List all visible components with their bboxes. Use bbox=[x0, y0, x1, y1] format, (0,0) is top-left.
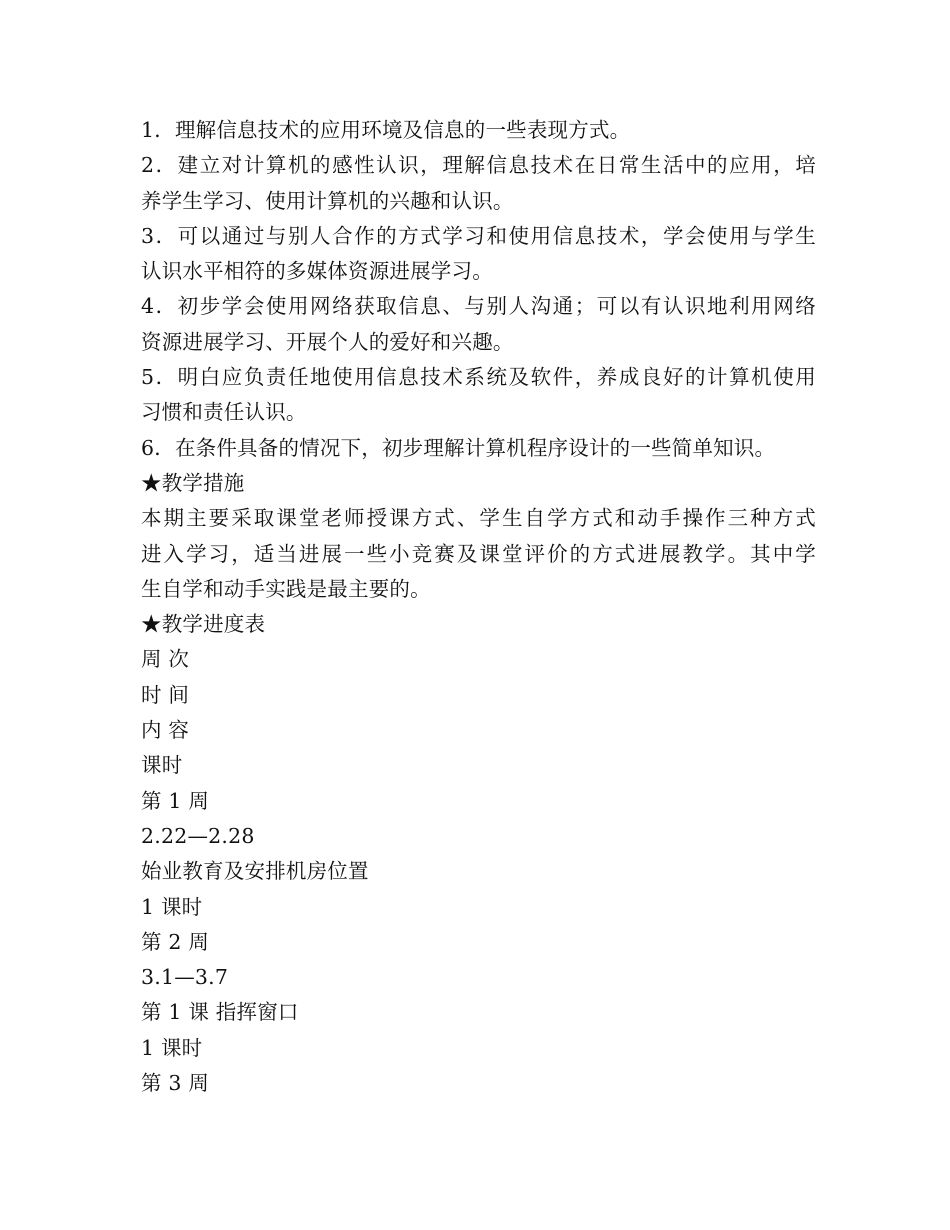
text-line: 第 2 周 bbox=[141, 929, 210, 954]
text-line: 第 1 课 指挥窗口 bbox=[141, 1000, 299, 1025]
text-line: ★教学措施 bbox=[141, 470, 245, 495]
text-line: 6．在条件具备的情况下，初步理解计算机程序设计的一些简单知识。 bbox=[141, 435, 776, 460]
text-line: 1 课时 bbox=[141, 1035, 203, 1060]
text-line: ★教学进度表 bbox=[141, 612, 266, 637]
text-line: 认识水平相符的多媒体资源进展学习。 bbox=[141, 259, 493, 284]
text-line: 4．初步学会使用网络获取信息、与别人沟通；可以有认识地利用网络 bbox=[141, 294, 816, 319]
text-line: 生自学和动手实践是最主要的。 bbox=[141, 576, 431, 601]
text-line: 本期主要采取课堂老师授课方式、学生自学方式和动手操作三种方式 bbox=[141, 506, 816, 531]
document-page bbox=[141, 113, 816, 1101]
text-line: 进入学习，适当进展一些小竞赛及课堂评价的方式进展教学。其中学 bbox=[141, 541, 816, 566]
text-line: 2.22—2.28 bbox=[141, 823, 255, 848]
text-line: 1．理解信息技术的应用环境及信息的一些表现方式。 bbox=[141, 118, 631, 142]
text-line: 5．明白应负责任地使用信息技术系统及软件，养成良好的计算机使用 bbox=[141, 365, 816, 390]
text-line: 周 次 bbox=[141, 647, 190, 672]
text-line: 3．可以通过与别人合作的方式学习和使用信息技术，学会使用与学生 bbox=[141, 223, 816, 248]
text-line: 时 间 bbox=[141, 682, 190, 707]
text-line: 始业教育及安排机房位置 bbox=[141, 859, 369, 884]
text-line: 资源进展学习、开展个人的爱好和兴趣。 bbox=[141, 329, 514, 354]
text-line: 1 课时 bbox=[141, 894, 203, 919]
text-line: 养学生学习、使用计算机的兴趣和认识。 bbox=[141, 188, 514, 213]
text-line: 3.1—3.7 bbox=[141, 965, 229, 990]
text-line: 第 3 周 bbox=[141, 1071, 210, 1096]
text-line: 课时 bbox=[141, 753, 183, 778]
text-line: 内 容 bbox=[141, 718, 190, 743]
text-line: 第 1 周 bbox=[141, 788, 210, 813]
text-line: 习惯和责任认识。 bbox=[141, 400, 307, 425]
text-line: 2．建立对计算机的感性认识，理解信息技术在日常生活中的应用，培 bbox=[141, 153, 816, 178]
